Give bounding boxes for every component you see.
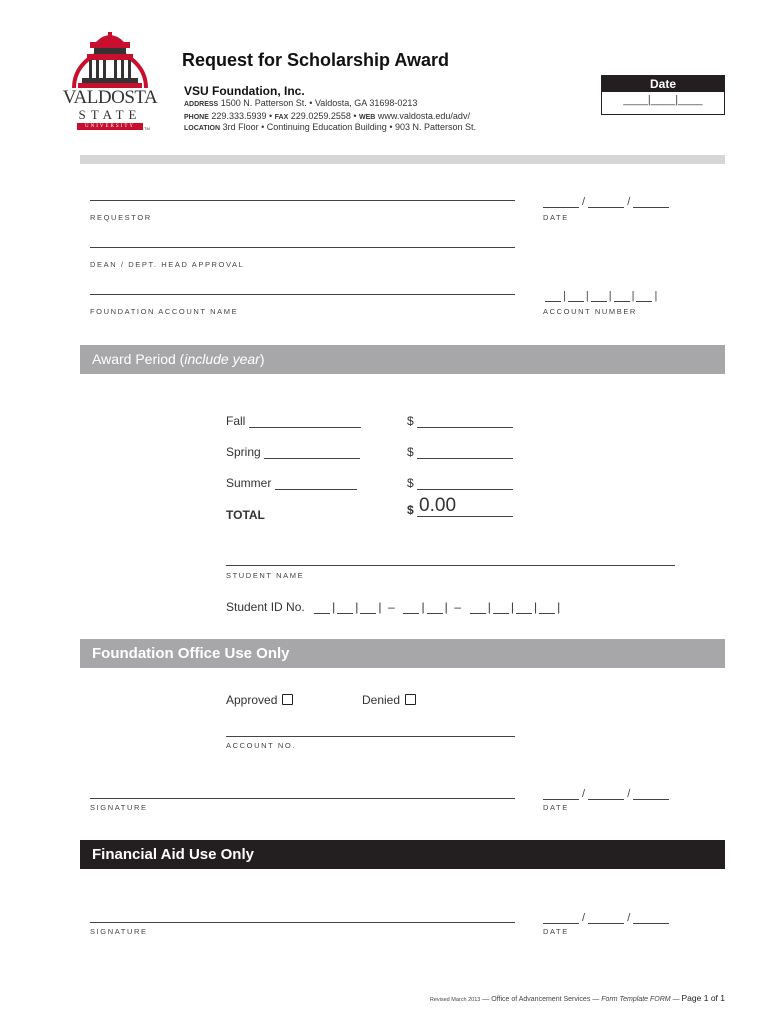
foundation-date-input[interactable]: / / <box>543 788 669 800</box>
award-period-heading-end: ) <box>259 351 265 367</box>
foundation-account-no-label: ACCOUNT NO. <box>226 741 296 750</box>
summer-row <box>226 476 357 490</box>
spring-label: Spring <box>226 445 261 459</box>
account-name-label: FOUNDATION ACCOUNT NAME <box>90 307 239 316</box>
logo-name-line2: STATE <box>78 107 142 122</box>
summer-amount-input[interactable] <box>417 479 513 490</box>
location-value: 3rd Floor • Continuing Education Building • 903 N. Patterson St. <box>222 122 477 132</box>
denied-checkbox[interactable] <box>405 694 416 705</box>
web-label: WEB <box>359 114 376 121</box>
fall-currency: $ <box>407 414 414 428</box>
address-label: ADDRESS <box>184 101 219 108</box>
requestor-date-input[interactable]: / / <box>543 196 669 208</box>
account-number-input[interactable]: | | | | | <box>543 290 657 302</box>
foundation-date-label: DATE <box>543 803 569 812</box>
date-box-input[interactable]: ____|____|____ <box>623 94 703 106</box>
footer-page: Page 1 of 1 <box>681 993 725 1003</box>
fax-label: FAX <box>274 114 289 121</box>
footer-dash-1: — <box>482 996 490 1003</box>
summer-term-input[interactable] <box>275 479 357 490</box>
student-name-input[interactable] <box>226 565 675 566</box>
logo-university-band <box>77 123 143 130</box>
denied-label: Denied <box>362 693 401 707</box>
award-period-heading-italic: include year <box>184 351 260 367</box>
spring-amount-input[interactable] <box>417 448 513 459</box>
foundation-account-no-input[interactable] <box>226 736 515 737</box>
web-value: www.valdosta.edu/adv/ <box>377 111 470 121</box>
student-name-label: STUDENT NAME <box>226 571 305 580</box>
spring-amount <box>407 445 513 459</box>
footer-dash-3: — <box>672 996 680 1003</box>
requestor-date-label: DATE <box>543 213 569 222</box>
approval-input[interactable] <box>90 247 515 248</box>
total-amount-value: 0.00 <box>417 496 513 517</box>
phone-label: PHONE <box>184 114 209 121</box>
total-currency: $ <box>407 503 414 517</box>
summer-currency: $ <box>407 476 414 490</box>
financial-aid-date-input[interactable]: / / <box>543 912 669 924</box>
contact-line <box>184 111 470 121</box>
total-amount <box>407 496 513 517</box>
summer-label: Summer <box>226 476 272 490</box>
requestor-input[interactable] <box>90 200 515 201</box>
approval-label: DEAN / DEPT. HEAD APPROVAL <box>90 260 245 269</box>
student-id-row <box>226 600 560 614</box>
financial-aid-heading: Financial Aid Use Only <box>80 840 725 869</box>
financial-aid-signature-input[interactable] <box>90 922 515 923</box>
logo-name-line1: VALDOSTA <box>62 87 158 108</box>
location-line <box>184 122 476 132</box>
phone-value: 229.333.5939 • <box>211 111 273 121</box>
student-id-label: Student ID No. <box>226 600 305 614</box>
account-number-label: ACCOUNT NUMBER <box>543 307 637 316</box>
financial-aid-date-label: DATE <box>543 927 569 936</box>
logo-trademark: TM <box>144 126 150 131</box>
spring-row <box>226 445 360 459</box>
foundation-signature-label: SIGNATURE <box>90 803 148 812</box>
date-box <box>601 75 725 115</box>
foundation-signature-input[interactable] <box>90 798 515 799</box>
fall-amount <box>407 414 513 428</box>
denied-option[interactable] <box>362 693 416 707</box>
fall-amount-input[interactable] <box>417 417 513 428</box>
summer-amount <box>407 476 513 490</box>
fall-label: Fall <box>226 414 246 428</box>
total-label: TOTAL <box>226 508 265 522</box>
footer-office: Office of Advancement Services <box>491 996 591 1003</box>
award-period-heading-text: Award Period ( <box>92 351 185 367</box>
spring-currency: $ <box>407 445 414 459</box>
foundation-office-heading: Foundation Office Use Only <box>80 639 725 668</box>
footer-dash-2: — <box>592 996 600 1003</box>
footer-template: Form Template FORM <box>601 996 671 1003</box>
financial-aid-signature-label: SIGNATURE <box>90 927 148 936</box>
vsu-logo <box>60 30 160 132</box>
fall-row <box>226 414 361 428</box>
spring-term-input[interactable] <box>264 448 360 459</box>
account-name-input[interactable] <box>90 294 515 295</box>
approved-label: Approved <box>226 693 278 707</box>
award-period-heading <box>80 345 725 374</box>
logo-name-line3: UNIVERSITY <box>85 124 135 129</box>
org-name: VSU Foundation, Inc. <box>184 84 305 98</box>
approved-checkbox[interactable] <box>282 694 293 705</box>
page-title: Request for Scholarship Award <box>182 50 450 70</box>
student-id-input[interactable]: | | | – | | – | | | | <box>312 600 560 614</box>
header-divider <box>80 155 725 164</box>
address-value: 1500 N. Patterson St. • Valdosta, GA 31698-0213 <box>220 98 418 108</box>
requestor-label: REQUESTOR <box>90 213 152 222</box>
approved-option[interactable] <box>226 693 293 707</box>
footer-revised: Revised March 2013 <box>429 997 481 1003</box>
fall-term-input[interactable] <box>249 417 361 428</box>
location-label: LOCATION <box>184 125 221 132</box>
footer <box>430 993 725 1003</box>
address-line <box>184 98 417 108</box>
fax-value: 229.0259.2558 • <box>290 111 357 121</box>
date-box-header: Date <box>602 76 724 92</box>
